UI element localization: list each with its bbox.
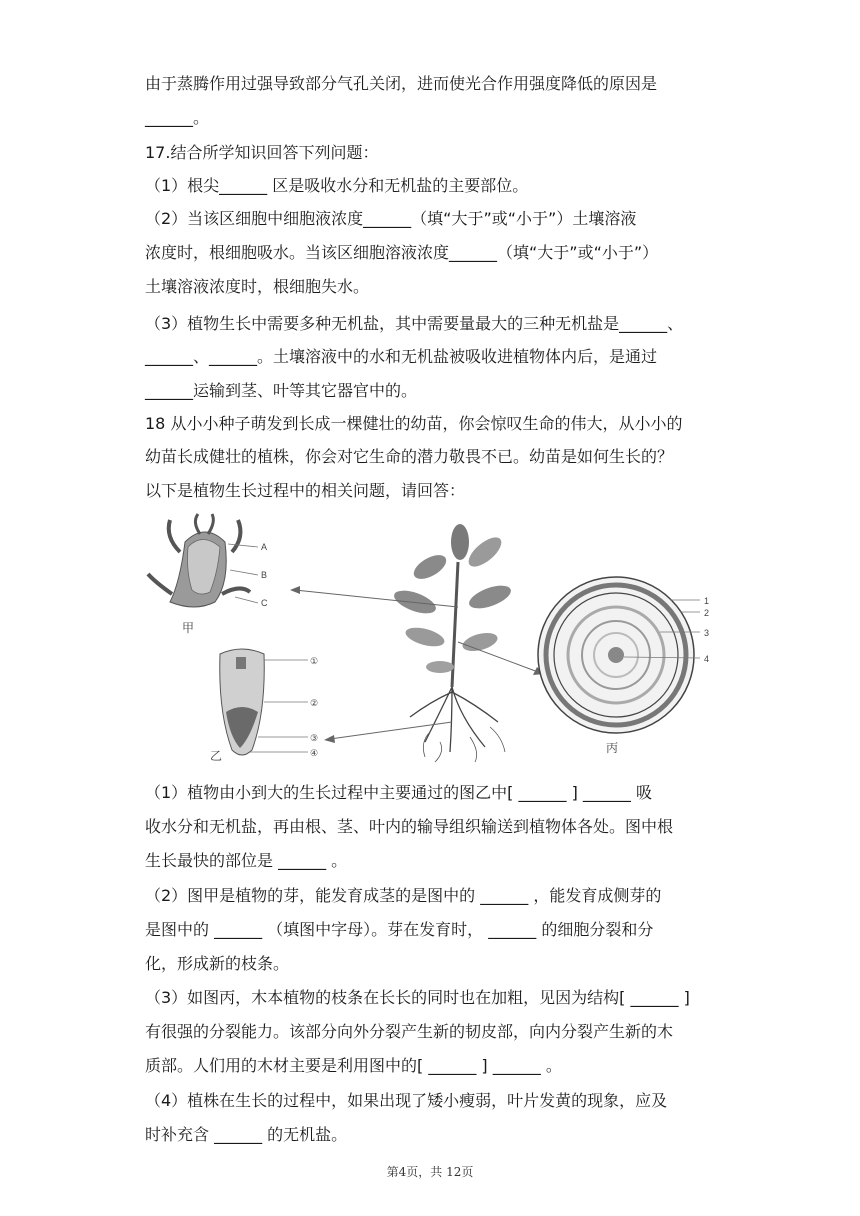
text-line: 质部。人们用的木材主要是利用图中的[ ______ ] ______ 。 xyxy=(145,1056,562,1075)
text-line: （2）当该区细胞中细胞液浓度______（填“大于”或“小于”）土壤溶液 xyxy=(145,209,637,228)
text-line: ______、______。土壤溶液中的水和无机盐被吸收进植物体内后，是通过 xyxy=(145,347,658,366)
stem-cross-section xyxy=(538,577,709,755)
text-line: 收水分和无机盐，再由根、茎、叶内的输导组织输送到植物体各处。图中根 xyxy=(145,817,674,836)
root-tip-diagram xyxy=(210,649,318,763)
bud-caption: 甲 xyxy=(182,621,195,635)
question-17-title: 17.结合所学知识回答下列问题： xyxy=(145,143,379,162)
stem-label-3: 3 xyxy=(704,628,710,638)
question-18-title: 18 从小小种子萌发到长成一棵健壮的幼苗，你会惊叹生命的伟大，从小小的 xyxy=(145,414,683,433)
text-line: 浓度时，根细胞吸水。当该区细胞溶液浓度______（填“大于”或“小于”） xyxy=(145,243,659,262)
text-line: 时补充含 ______ 的无机盐。 xyxy=(145,1125,348,1144)
text-line: （1）植物由小到大的生长过程中主要通过的图乙中[ ______ ] ______ 吸 xyxy=(145,783,653,802)
page-footer: 第4页，共 12页 xyxy=(386,1165,474,1179)
stem-label-1: 1 xyxy=(704,596,710,606)
text-line: 生长最快的部位是 ______ 。 xyxy=(145,851,348,870)
text-line: 幼苗长成健壮的植株，你会对它生命的潜力敬畏不已。幼苗是如何生长的？ xyxy=(145,447,674,466)
text-line: 有很强的分裂能力。该部分向外分裂产生新的韧皮部，向内分裂产生新的木 xyxy=(145,1022,674,1041)
stem-label-2: 2 xyxy=(704,608,710,618)
stem-caption: 丙 xyxy=(606,741,619,755)
text-line: ______运输到茎、叶等其它器官中的。 xyxy=(145,381,418,400)
plant-growth-figure xyxy=(140,512,720,774)
text-line: （2）图甲是植物的芽，能发育成茎的是图中的 ______ ，能发育成侧芽的 xyxy=(145,886,662,905)
text-line: （3）如图丙，木本植物的枝条在长长的同时也在加粗，见因为结构[ ______ ] xyxy=(145,988,690,1007)
text-line: （1）根尖______ 区是吸收水分和无机盐的主要部位。 xyxy=(145,176,529,195)
bud-label-b: B xyxy=(261,570,268,580)
text-line: 土壤溶液浓度时，根细胞失水。 xyxy=(145,277,370,296)
root-caption: 乙 xyxy=(210,749,223,763)
text-line: （4）植株在生长的过程中，如果出现了矮小瘦弱，叶片发黄的现象，应及 xyxy=(145,1091,668,1110)
root-label-4: ④ xyxy=(310,748,319,758)
text-line: 以下是植物生长过程中的相关问题，请回答： xyxy=(145,481,466,500)
text-line: 化，形成新的枝条。 xyxy=(145,954,290,973)
seedling-illustration xyxy=(391,524,514,762)
bud-diagram xyxy=(148,514,268,635)
text-line: 是图中的 ______ （填图中字母）。芽在发育时， ______ 的细胞分裂和分 xyxy=(145,920,654,939)
bud-label-a: A xyxy=(261,542,268,552)
root-label-2: ② xyxy=(310,698,319,708)
text-line: ______。 xyxy=(145,108,210,127)
text-line: （3）植物生长中需要多种无机盐，其中需要量最大的三种无机盐是______、 xyxy=(145,314,684,333)
text-line: 由于蒸腾作用过强导致部分气孔关闭，进而使光合作用强度降低的原因是 xyxy=(145,74,658,93)
stem-label-4: 4 xyxy=(704,654,710,664)
root-label-1: ① xyxy=(310,656,319,666)
root-label-3: ③ xyxy=(310,733,319,743)
bud-label-c: C xyxy=(261,598,268,608)
